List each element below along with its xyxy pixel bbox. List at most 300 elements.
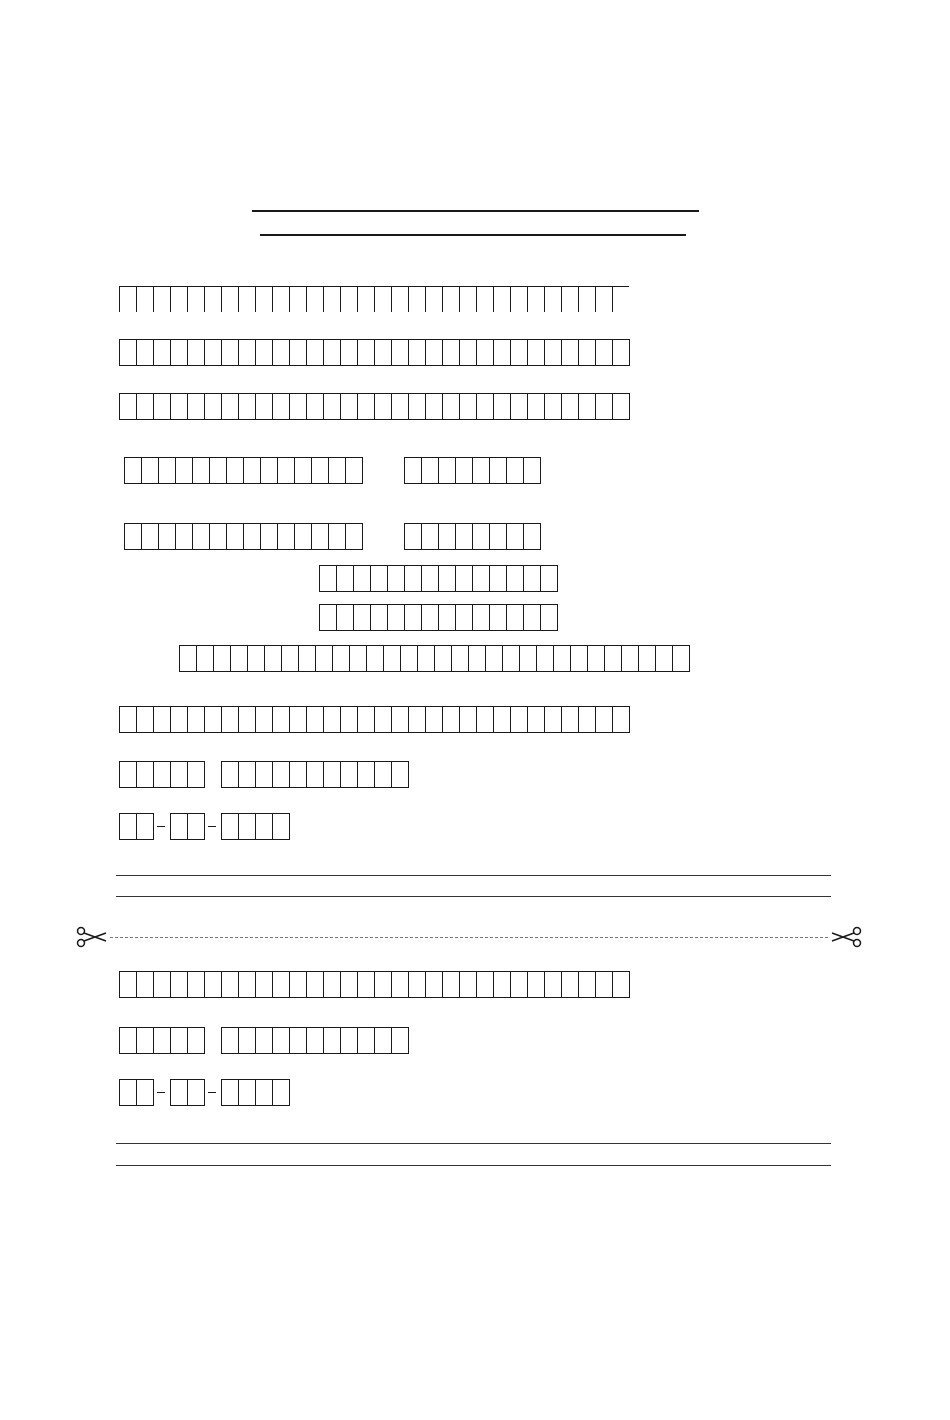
char-cell[interactable]	[612, 706, 630, 733]
char-cell[interactable]	[612, 286, 629, 312]
char-cell[interactable]	[255, 971, 272, 998]
char-cell[interactable]	[408, 339, 425, 366]
char-cell[interactable]	[153, 971, 170, 998]
char-cell[interactable]	[141, 457, 158, 484]
char-cell[interactable]	[170, 971, 187, 998]
char-cell[interactable]	[336, 604, 353, 631]
char-cell[interactable]	[306, 339, 323, 366]
char-cell[interactable]	[187, 1079, 205, 1106]
char-cell[interactable]	[281, 645, 298, 672]
char-cell[interactable]	[187, 706, 204, 733]
char-cell[interactable]	[357, 706, 374, 733]
char-cell[interactable]	[136, 761, 153, 788]
char-cell[interactable]	[527, 286, 544, 312]
char-cell[interactable]	[455, 565, 472, 592]
char-cell[interactable]	[119, 706, 136, 733]
char-cell[interactable]	[404, 523, 421, 550]
char-cell[interactable]	[221, 971, 238, 998]
char-cell[interactable]	[345, 457, 363, 484]
date-year-boxes[interactable]	[221, 813, 290, 840]
char-cell[interactable]	[306, 761, 323, 788]
char-cell[interactable]	[404, 604, 421, 631]
char-cell[interactable]	[455, 523, 472, 550]
char-cell[interactable]	[289, 706, 306, 733]
char-cell[interactable]	[587, 645, 604, 672]
char-cell[interactable]	[204, 393, 221, 420]
char-cell[interactable]	[255, 339, 272, 366]
char-cell[interactable]	[306, 1027, 323, 1054]
char-cell[interactable]	[119, 393, 136, 420]
char-cell[interactable]	[340, 339, 357, 366]
char-cell[interactable]	[272, 706, 289, 733]
char-cell[interactable]	[421, 604, 438, 631]
char-cell[interactable]	[476, 706, 493, 733]
char-cell[interactable]	[506, 523, 523, 550]
char-cell[interactable]	[506, 565, 523, 592]
char-cell[interactable]	[255, 286, 272, 312]
char-cell[interactable]	[612, 971, 630, 998]
char-cell[interactable]	[408, 971, 425, 998]
char-cell[interactable]	[442, 393, 459, 420]
char-cell[interactable]	[489, 457, 506, 484]
char-cell[interactable]	[170, 706, 187, 733]
char-cell[interactable]	[209, 523, 226, 550]
char-cell[interactable]	[119, 286, 136, 312]
char-cell[interactable]	[255, 1027, 272, 1054]
date-day-boxes[interactable]	[119, 813, 154, 840]
char-cell[interactable]	[264, 645, 281, 672]
char-cell[interactable]	[260, 457, 277, 484]
char-cell[interactable]	[523, 565, 540, 592]
char-cell[interactable]	[136, 971, 153, 998]
char-cell[interactable]	[438, 523, 455, 550]
char-cell[interactable]	[476, 393, 493, 420]
char-cell[interactable]	[353, 604, 370, 631]
char-cell[interactable]	[434, 645, 451, 672]
char-cell[interactable]	[238, 339, 255, 366]
char-cell[interactable]	[655, 645, 672, 672]
char-cell[interactable]	[272, 1027, 289, 1054]
char-box-code-b[interactable]	[221, 1027, 409, 1054]
char-cell[interactable]	[489, 604, 506, 631]
char-cell[interactable]	[425, 706, 442, 733]
char-cell[interactable]	[136, 393, 153, 420]
char-box-row-7[interactable]	[319, 604, 558, 631]
char-cell[interactable]	[170, 286, 187, 312]
char-box-code-b[interactable]	[221, 761, 409, 788]
char-box-row-9[interactable]	[119, 706, 630, 733]
char-cell[interactable]	[340, 971, 357, 998]
char-cell[interactable]	[493, 971, 510, 998]
char-cell[interactable]	[357, 393, 374, 420]
char-box-row-5b[interactable]	[404, 523, 541, 550]
char-cell[interactable]	[357, 761, 374, 788]
char-cell[interactable]	[221, 706, 238, 733]
char-cell[interactable]	[192, 523, 209, 550]
char-cell[interactable]	[332, 645, 349, 672]
char-cell[interactable]	[340, 706, 357, 733]
char-cell[interactable]	[489, 523, 506, 550]
char-cell[interactable]	[493, 286, 510, 312]
char-cell[interactable]	[612, 393, 630, 420]
char-cell[interactable]	[544, 286, 561, 312]
char-cell[interactable]	[136, 706, 153, 733]
char-cell[interactable]	[124, 523, 141, 550]
char-cell[interactable]	[408, 706, 425, 733]
char-cell[interactable]	[192, 457, 209, 484]
char-cell[interactable]	[561, 339, 578, 366]
char-cell[interactable]	[570, 645, 587, 672]
char-cell[interactable]	[196, 645, 213, 672]
date-month-boxes[interactable]	[170, 1079, 205, 1106]
char-cell[interactable]	[493, 706, 510, 733]
char-cell[interactable]	[387, 604, 404, 631]
char-cell[interactable]	[421, 523, 438, 550]
char-cell[interactable]	[391, 706, 408, 733]
char-cell[interactable]	[221, 339, 238, 366]
char-cell[interactable]	[438, 604, 455, 631]
char-cell[interactable]	[510, 971, 527, 998]
char-box-row-2[interactable]	[119, 339, 630, 366]
char-cell[interactable]	[400, 645, 417, 672]
char-cell[interactable]	[459, 706, 476, 733]
char-box-code-a[interactable]	[119, 761, 205, 788]
char-cell[interactable]	[438, 565, 455, 592]
char-cell[interactable]	[374, 339, 391, 366]
char-cell[interactable]	[306, 706, 323, 733]
char-cell[interactable]	[425, 286, 442, 312]
char-cell[interactable]	[255, 761, 272, 788]
char-cell[interactable]	[319, 565, 336, 592]
char-box-row-8[interactable]	[179, 645, 690, 672]
char-cell[interactable]	[387, 565, 404, 592]
char-cell[interactable]	[247, 645, 264, 672]
char-cell[interactable]	[561, 971, 578, 998]
char-cell[interactable]	[374, 393, 391, 420]
char-cell[interactable]	[459, 286, 476, 312]
char-cell[interactable]	[578, 339, 595, 366]
char-cell[interactable]	[119, 1027, 136, 1054]
char-cell[interactable]	[383, 645, 400, 672]
char-box-row-5a[interactable]	[124, 523, 363, 550]
char-cell[interactable]	[472, 457, 489, 484]
char-cell[interactable]	[221, 1079, 238, 1106]
char-cell[interactable]	[442, 339, 459, 366]
char-cell[interactable]	[175, 457, 192, 484]
char-cell[interactable]	[425, 339, 442, 366]
char-cell[interactable]	[391, 971, 408, 998]
char-cell[interactable]	[272, 393, 289, 420]
char-cell[interactable]	[425, 393, 442, 420]
char-cell[interactable]	[476, 339, 493, 366]
char-cell[interactable]	[260, 523, 277, 550]
char-cell[interactable]	[510, 286, 527, 312]
char-cell[interactable]	[187, 339, 204, 366]
char-cell[interactable]	[238, 971, 255, 998]
char-cell[interactable]	[238, 706, 255, 733]
char-cell[interactable]	[289, 286, 306, 312]
char-cell[interactable]	[472, 523, 489, 550]
char-cell[interactable]	[353, 565, 370, 592]
char-cell[interactable]	[277, 457, 294, 484]
char-cell[interactable]	[255, 706, 272, 733]
char-cell[interactable]	[289, 339, 306, 366]
char-cell[interactable]	[294, 523, 311, 550]
char-cell[interactable]	[238, 286, 255, 312]
char-cell[interactable]	[442, 706, 459, 733]
char-cell[interactable]	[502, 645, 519, 672]
char-cell[interactable]	[391, 286, 408, 312]
char-box-row-4b[interactable]	[404, 457, 541, 484]
char-cell[interactable]	[506, 457, 523, 484]
char-cell[interactable]	[187, 393, 204, 420]
char-box-code-a[interactable]	[119, 1027, 205, 1054]
char-cell[interactable]	[370, 604, 387, 631]
char-cell[interactable]	[306, 393, 323, 420]
char-cell[interactable]	[170, 339, 187, 366]
char-cell[interactable]	[238, 393, 255, 420]
char-cell[interactable]	[289, 1027, 306, 1054]
char-cell[interactable]	[328, 523, 345, 550]
char-cell[interactable]	[221, 813, 238, 840]
char-cell[interactable]	[170, 813, 187, 840]
char-cell[interactable]	[536, 645, 553, 672]
char-cell[interactable]	[204, 706, 221, 733]
char-cell[interactable]	[472, 565, 489, 592]
char-cell[interactable]	[404, 457, 421, 484]
char-cell[interactable]	[323, 971, 340, 998]
char-cell[interactable]	[204, 339, 221, 366]
char-cell[interactable]	[527, 393, 544, 420]
char-cell[interactable]	[323, 339, 340, 366]
char-cell[interactable]	[595, 393, 612, 420]
char-cell[interactable]	[527, 971, 544, 998]
char-cell[interactable]	[506, 604, 523, 631]
char-cell[interactable]	[153, 339, 170, 366]
char-cell[interactable]	[153, 1027, 170, 1054]
char-cell[interactable]	[230, 645, 247, 672]
char-cell[interactable]	[523, 523, 541, 550]
char-cell[interactable]	[323, 393, 340, 420]
char-cell[interactable]	[311, 523, 328, 550]
char-cell[interactable]	[540, 604, 558, 631]
char-cell[interactable]	[340, 1027, 357, 1054]
char-cell[interactable]	[119, 813, 136, 840]
char-cell[interactable]	[544, 706, 561, 733]
char-cell[interactable]	[374, 1027, 391, 1054]
char-cell[interactable]	[578, 393, 595, 420]
char-cell[interactable]	[153, 706, 170, 733]
char-cell[interactable]	[136, 1027, 153, 1054]
char-cell[interactable]	[272, 971, 289, 998]
char-cell[interactable]	[455, 604, 472, 631]
char-cell[interactable]	[221, 286, 238, 312]
char-cell[interactable]	[442, 286, 459, 312]
char-cell[interactable]	[451, 645, 468, 672]
char-cell[interactable]	[544, 339, 561, 366]
char-cell[interactable]	[238, 761, 255, 788]
char-cell[interactable]	[289, 971, 306, 998]
char-cell[interactable]	[272, 813, 290, 840]
char-cell[interactable]	[187, 1027, 205, 1054]
char-cell[interactable]	[340, 761, 357, 788]
char-cell[interactable]	[638, 645, 655, 672]
char-cell[interactable]	[175, 523, 192, 550]
char-cell[interactable]	[476, 971, 493, 998]
char-cell[interactable]	[158, 523, 175, 550]
char-cell[interactable]	[595, 971, 612, 998]
char-cell[interactable]	[136, 286, 153, 312]
char-cell[interactable]	[595, 339, 612, 366]
char-cell[interactable]	[243, 457, 260, 484]
char-cell[interactable]	[391, 393, 408, 420]
char-cell[interactable]	[510, 339, 527, 366]
char-cell[interactable]	[323, 761, 340, 788]
char-cell[interactable]	[119, 761, 136, 788]
char-cell[interactable]	[323, 1027, 340, 1054]
char-cell[interactable]	[374, 761, 391, 788]
char-cell[interactable]	[340, 393, 357, 420]
char-cell[interactable]	[540, 565, 558, 592]
char-cell[interactable]	[204, 286, 221, 312]
char-cell[interactable]	[170, 1027, 187, 1054]
char-cell[interactable]	[255, 393, 272, 420]
char-cell[interactable]	[595, 286, 612, 312]
char-cell[interactable]	[153, 761, 170, 788]
char-cell[interactable]	[391, 761, 409, 788]
char-cell[interactable]	[153, 286, 170, 312]
char-cell[interactable]	[294, 457, 311, 484]
char-cell[interactable]	[170, 761, 187, 788]
char-box-row-10[interactable]	[119, 971, 630, 998]
char-cell[interactable]	[349, 645, 366, 672]
char-cell[interactable]	[544, 971, 561, 998]
char-cell[interactable]	[544, 393, 561, 420]
char-cell[interactable]	[523, 604, 540, 631]
char-cell[interactable]	[187, 286, 204, 312]
date-year-boxes[interactable]	[221, 1079, 290, 1106]
char-cell[interactable]	[153, 393, 170, 420]
char-cell[interactable]	[578, 706, 595, 733]
char-cell[interactable]	[319, 604, 336, 631]
char-cell[interactable]	[485, 645, 502, 672]
char-cell[interactable]	[612, 339, 630, 366]
char-cell[interactable]	[221, 761, 238, 788]
char-cell[interactable]	[438, 457, 455, 484]
char-cell[interactable]	[289, 393, 306, 420]
char-cell[interactable]	[328, 457, 345, 484]
char-cell[interactable]	[357, 339, 374, 366]
char-cell[interactable]	[527, 706, 544, 733]
char-cell[interactable]	[459, 393, 476, 420]
char-cell[interactable]	[493, 393, 510, 420]
char-cell[interactable]	[442, 971, 459, 998]
char-cell[interactable]	[179, 645, 196, 672]
char-cell[interactable]	[527, 339, 544, 366]
char-cell[interactable]	[561, 393, 578, 420]
char-cell[interactable]	[119, 339, 136, 366]
char-cell[interactable]	[672, 645, 690, 672]
char-cell[interactable]	[136, 1079, 154, 1106]
char-cell[interactable]	[255, 813, 272, 840]
char-cell[interactable]	[238, 1079, 255, 1106]
char-cell[interactable]	[272, 1079, 290, 1106]
char-cell[interactable]	[345, 523, 363, 550]
char-cell[interactable]	[255, 1079, 272, 1106]
char-cell[interactable]	[221, 1027, 238, 1054]
char-cell[interactable]	[408, 286, 425, 312]
char-cell[interactable]	[323, 706, 340, 733]
char-cell[interactable]	[119, 971, 136, 998]
char-cell[interactable]	[272, 339, 289, 366]
char-cell[interactable]	[621, 645, 638, 672]
char-cell[interactable]	[493, 339, 510, 366]
char-cell[interactable]	[455, 457, 472, 484]
char-cell[interactable]	[421, 457, 438, 484]
char-cell[interactable]	[553, 645, 570, 672]
char-cell[interactable]	[298, 645, 315, 672]
char-box-row-3[interactable]	[119, 393, 630, 420]
char-cell[interactable]	[124, 457, 141, 484]
char-cell[interactable]	[408, 393, 425, 420]
char-cell[interactable]	[357, 971, 374, 998]
char-cell[interactable]	[578, 286, 595, 312]
char-cell[interactable]	[417, 645, 434, 672]
char-cell[interactable]	[391, 1027, 409, 1054]
char-cell[interactable]	[213, 645, 230, 672]
char-cell[interactable]	[459, 971, 476, 998]
char-cell[interactable]	[221, 393, 238, 420]
char-cell[interactable]	[209, 457, 226, 484]
char-cell[interactable]	[374, 706, 391, 733]
char-cell[interactable]	[187, 813, 205, 840]
char-cell[interactable]	[187, 971, 204, 998]
char-cell[interactable]	[315, 645, 332, 672]
char-cell[interactable]	[523, 457, 541, 484]
char-cell[interactable]	[136, 339, 153, 366]
char-cell[interactable]	[421, 565, 438, 592]
char-cell[interactable]	[404, 565, 421, 592]
char-cell[interactable]	[370, 565, 387, 592]
char-cell[interactable]	[366, 645, 383, 672]
char-cell[interactable]	[489, 565, 506, 592]
char-cell[interactable]	[243, 523, 260, 550]
char-cell[interactable]	[170, 1079, 187, 1106]
char-cell[interactable]	[510, 706, 527, 733]
date-day-boxes[interactable]	[119, 1079, 154, 1106]
char-cell[interactable]	[519, 645, 536, 672]
char-cell[interactable]	[323, 286, 340, 312]
char-cell[interactable]	[277, 523, 294, 550]
char-cell[interactable]	[158, 457, 175, 484]
char-cell[interactable]	[357, 286, 374, 312]
char-cell[interactable]	[510, 393, 527, 420]
char-cell[interactable]	[306, 286, 323, 312]
char-cell[interactable]	[306, 971, 323, 998]
char-cell[interactable]	[340, 286, 357, 312]
char-cell[interactable]	[425, 971, 442, 998]
char-cell[interactable]	[374, 971, 391, 998]
char-cell[interactable]	[311, 457, 328, 484]
char-cell[interactable]	[578, 971, 595, 998]
char-cell[interactable]	[226, 457, 243, 484]
char-cell[interactable]	[170, 393, 187, 420]
char-cell[interactable]	[374, 286, 391, 312]
char-cell[interactable]	[272, 761, 289, 788]
char-cell[interactable]	[226, 523, 243, 550]
char-cell[interactable]	[357, 1027, 374, 1054]
char-cell[interactable]	[604, 645, 621, 672]
